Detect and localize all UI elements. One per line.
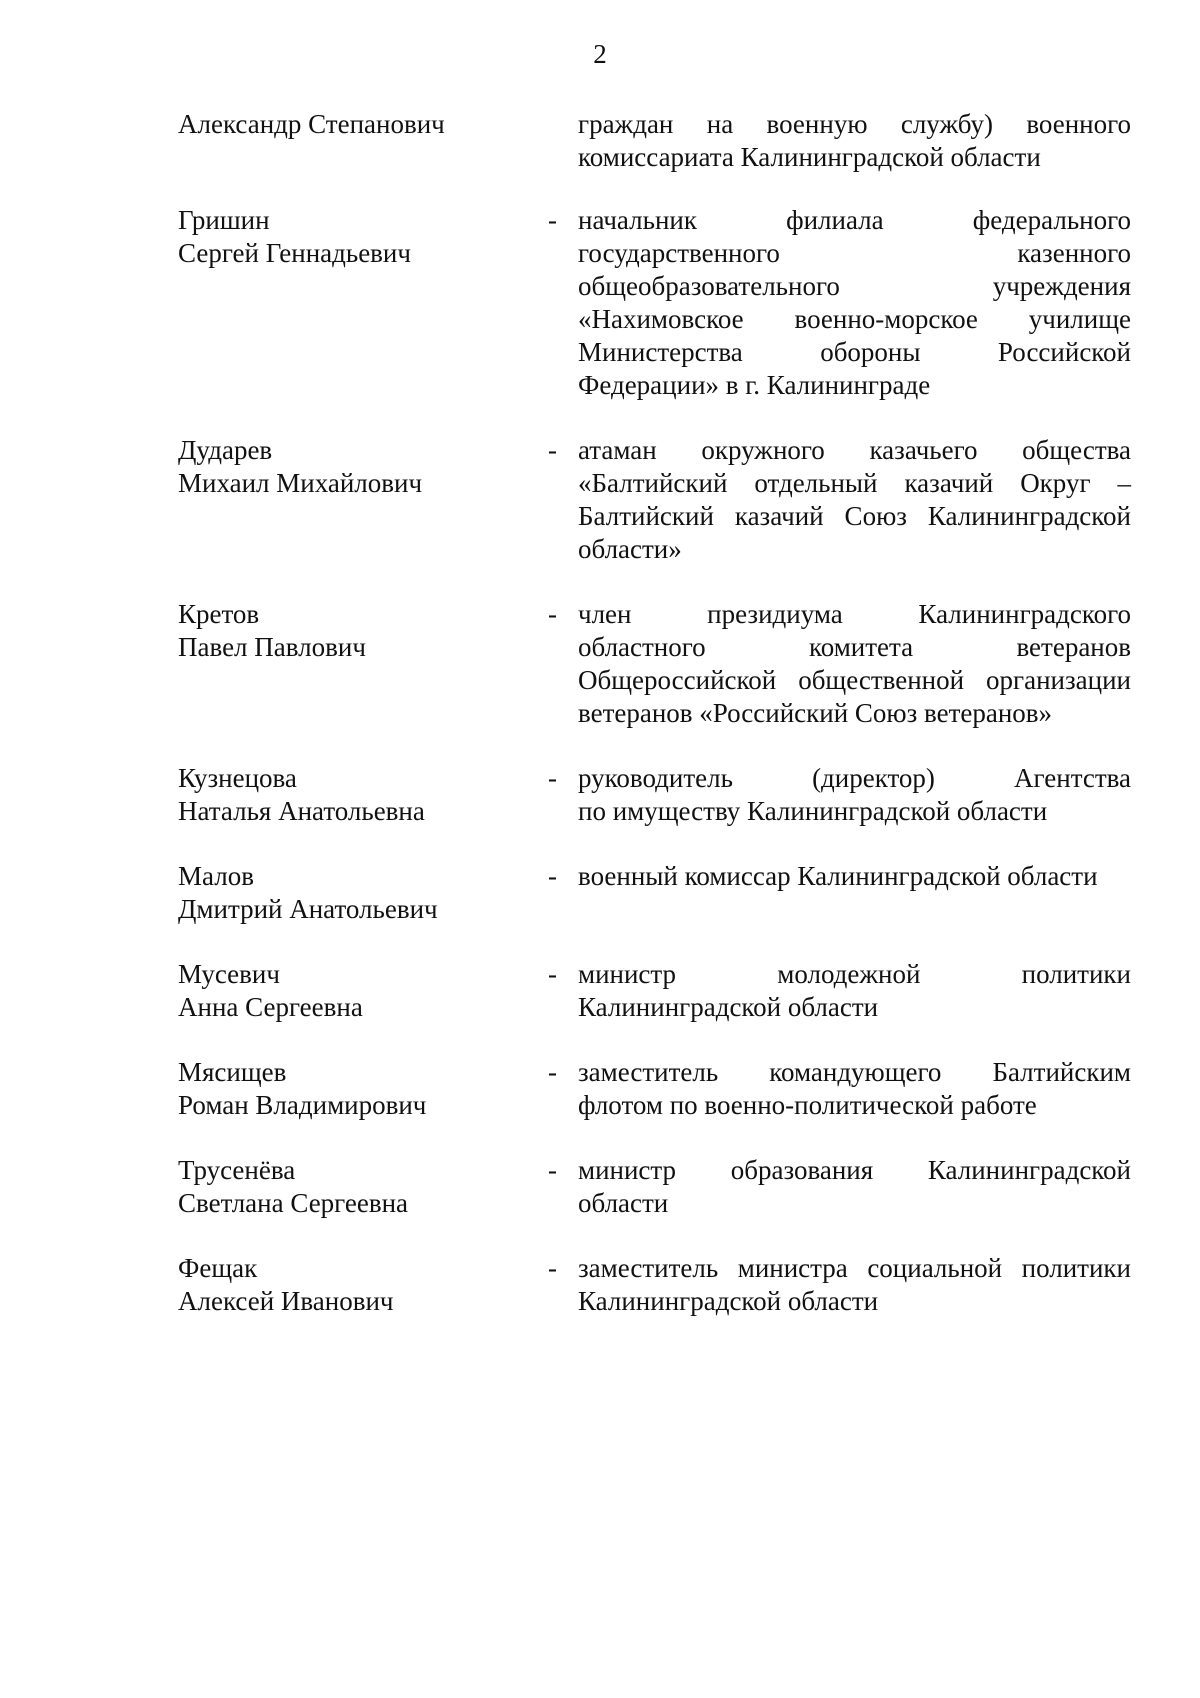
position-line: Федерации» в г. Калининграде — [578, 370, 931, 400]
member-surname: Кретов — [178, 599, 260, 629]
member-position — [578, 860, 1131, 893]
separator-dash: - — [548, 205, 557, 235]
member-position — [578, 204, 1131, 402]
separator-dash: - — [548, 861, 557, 891]
position-line: комиссариата Калининградской области — [578, 142, 1041, 172]
member-name — [178, 434, 548, 500]
member-surname: Кузнецова — [178, 763, 297, 793]
member-position — [578, 434, 1131, 566]
member-position — [578, 762, 1131, 828]
member-given-name: Светлана Сергеевна — [178, 1188, 409, 1218]
separator-dash: - — [548, 1057, 557, 1087]
member-given-name: Алексей Иванович — [178, 1286, 394, 1316]
member-given-name: Сергей Геннадьевич — [178, 238, 411, 268]
separator-dash: - — [548, 959, 557, 989]
position-line: государственного казенного — [578, 238, 1131, 268]
member-surname: Мясищев — [178, 1057, 287, 1087]
position-line: Общероссийской общественной организации — [578, 665, 1131, 695]
member-position — [578, 1154, 1131, 1220]
position-line: заместитель командующего Балтийским — [578, 1057, 1131, 1087]
separator-dash: - — [548, 599, 557, 629]
member-entry — [178, 958, 1133, 1024]
position-line: начальник филиала федерального — [578, 205, 1131, 235]
member-name — [178, 762, 548, 828]
member-surname: Фещак — [178, 1253, 258, 1283]
position-line: Калининградской области — [578, 992, 879, 1022]
member-entry — [178, 860, 1133, 926]
member-given-name: Роман Владимирович — [178, 1090, 427, 1120]
position-line: «Нахимовское военно-морское училище — [578, 304, 1131, 334]
member-name — [178, 598, 548, 664]
position-line: ветеранов «Российский Союз ветеранов» — [578, 698, 1053, 728]
position-line: «Балтийский отдельный казачий Округ – — [578, 468, 1131, 498]
member-name — [178, 860, 548, 926]
position-line: руководитель (директор) Агентства — [578, 763, 1131, 793]
member-position — [578, 108, 1131, 174]
position-line: министр образования Калининградской — [578, 1155, 1131, 1185]
member-entry — [178, 598, 1133, 730]
member-entry — [178, 108, 1133, 174]
position-line: общеобразовательного учреждения — [578, 271, 1131, 301]
position-line: заместитель министра социальной политики — [578, 1253, 1131, 1283]
position-line: областного комитета ветеранов — [578, 632, 1131, 662]
position-line: по имуществу Калининградской области — [578, 796, 1048, 826]
member-name — [178, 1252, 548, 1318]
member-surname: Малов — [178, 861, 254, 891]
member-entry — [178, 1252, 1133, 1318]
position-line: флотом по военно-политической работе — [578, 1090, 1037, 1120]
member-surname: Мусевич — [178, 959, 280, 989]
member-given-name: Павел Павлович — [178, 632, 366, 662]
position-line: министр молодежной политики — [578, 959, 1131, 989]
page-number: 2 — [593, 39, 607, 69]
separator-dash: - — [548, 435, 557, 465]
member-given-name: Дмитрий Анатольевич — [178, 894, 438, 924]
member-surname: Трусенёва — [178, 1155, 296, 1185]
member-surname: Гришин — [178, 205, 270, 235]
position-line: Калининградской области — [578, 1286, 879, 1316]
position-line: член президиума Калининградского — [578, 599, 1131, 629]
member-position — [578, 598, 1131, 730]
member-position — [578, 958, 1131, 1024]
member-name — [178, 1154, 548, 1220]
member-entry — [178, 1154, 1133, 1220]
member-name — [178, 108, 548, 141]
member-position — [578, 1056, 1131, 1122]
member-entry — [178, 762, 1133, 828]
member-given-name: Михаил Михайлович — [178, 468, 423, 498]
member-surname: Дударев — [178, 435, 273, 465]
member-name — [178, 958, 548, 1024]
member-given-name: Наталья Анатольевна — [178, 796, 425, 826]
position-line: области — [578, 1188, 669, 1218]
member-entry — [178, 1056, 1133, 1122]
member-name — [178, 204, 548, 270]
member-list — [178, 108, 1133, 1350]
position-line: Балтийский казачий Союз Калининградской — [578, 501, 1131, 531]
member-entry — [178, 434, 1133, 566]
position-line: военный комиссар Калининградской области — [578, 861, 1098, 891]
member-given-name: Анна Сергеевна — [178, 992, 363, 1022]
position-line: Министерства обороны Российской — [578, 337, 1131, 367]
separator-dash: - — [548, 1253, 557, 1283]
member-given-name: Александр Степанович — [178, 109, 445, 139]
position-line: граждан на военную службу) военного — [578, 109, 1131, 139]
member-name — [178, 1056, 548, 1122]
member-position — [578, 1252, 1131, 1318]
position-line: области» — [578, 534, 682, 564]
position-line: атаман окружного казачьего общества — [578, 435, 1131, 465]
separator-dash: - — [548, 763, 557, 793]
separator-dash: - — [548, 1155, 557, 1185]
member-entry — [178, 204, 1133, 402]
